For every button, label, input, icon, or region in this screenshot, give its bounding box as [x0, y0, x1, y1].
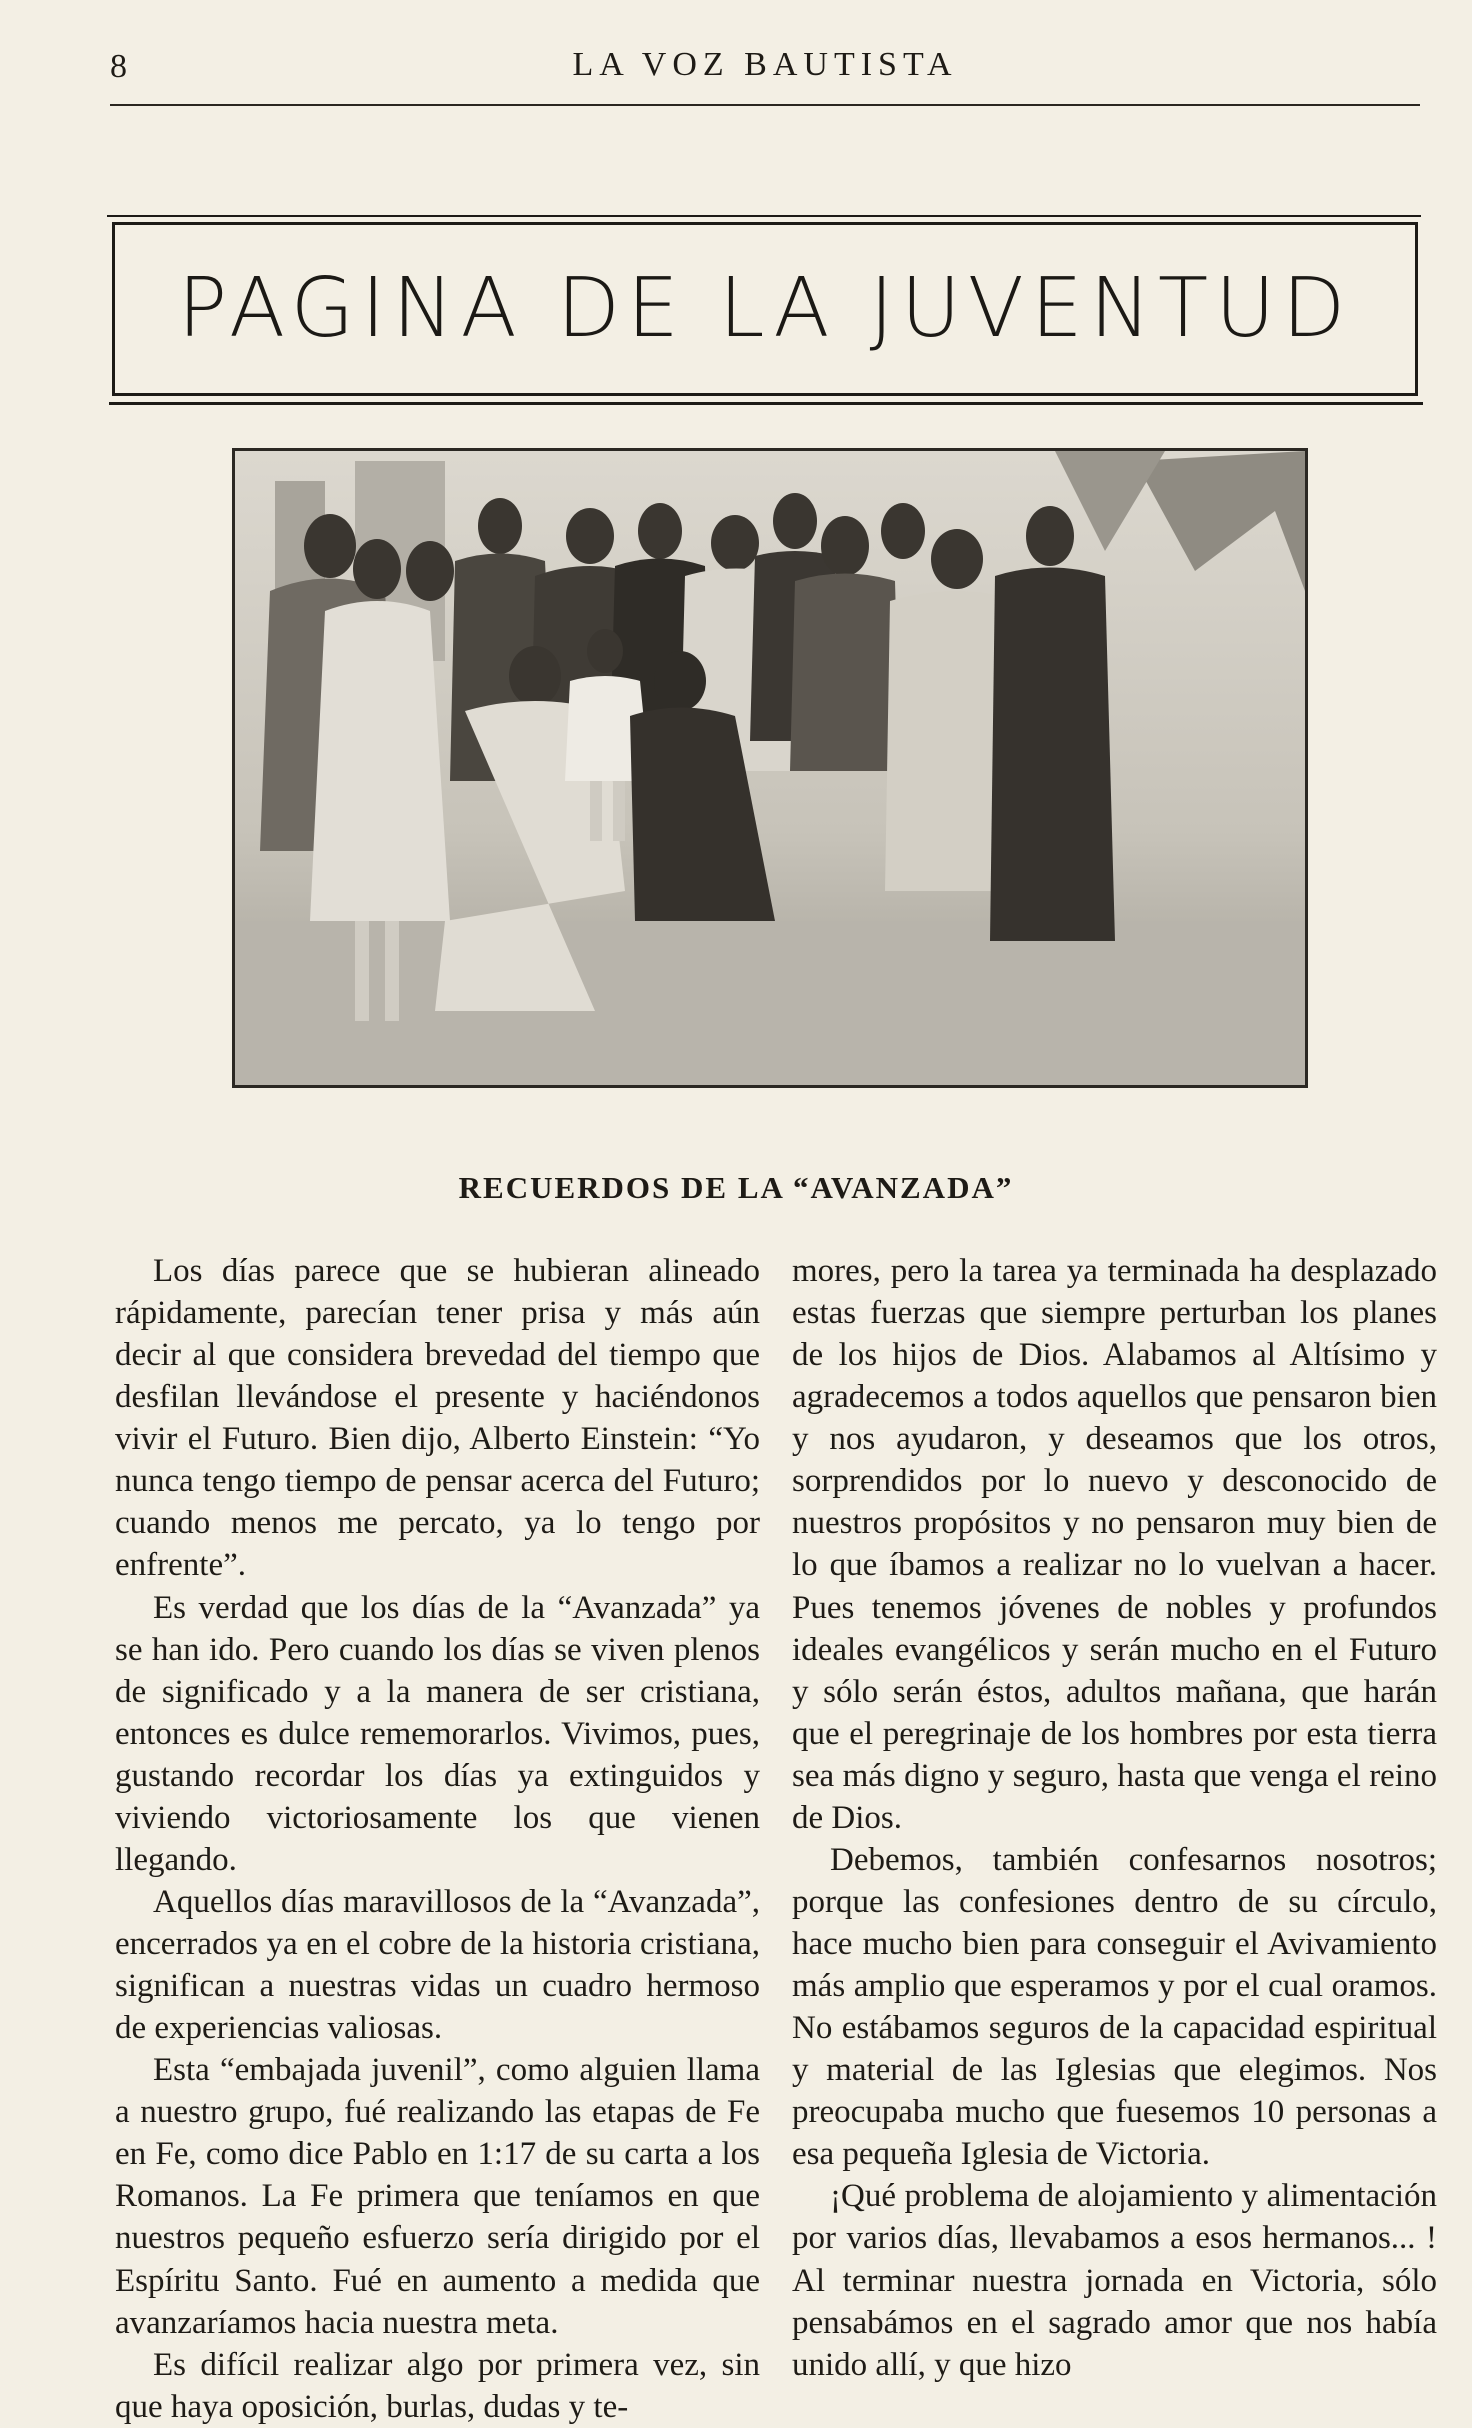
paragraph: Esta “embajada juvenil”, como alguien llama a nuestro grupo, fué realizando las etapas de Fe en Fe, como dice Pablo en 1:17 de su carta a los Romanos. La Fe primera que teníamos en que nuestros pequeño esfuerzo sería dirigido por el Espíritu Santo. Fué en aumento a medida que avanzaríamos hacia nuestra meta. — [115, 2052, 760, 2341]
article-column-left — [115, 1250, 760, 2425]
article-column-right — [792, 1250, 1437, 2383]
page-number: 8 — [110, 48, 127, 85]
paragraph: ¡Qué problema de alojamiento y alimentación por varios días, llevabamos a esos hermanos... ! Al terminar nuestra jornada en Victoria, sólo pensabámos en el sagrado amor que nos había unido allí, y que hizo — [792, 2178, 1437, 2383]
journal-name: LA VOZ BAUTISTA — [572, 46, 958, 83]
paragraph: mores, pero la tarea ya terminada ha desplazado estas fuerzas que siempre perturban los planes de los hijos de Dios. Alabamos al Altísimo y agradecemos a todos aquellos que pensaron bien y nos ayudaron, y deseamos que los otros, sorprendidos por lo nuevo y desconocido de nuestros propósitos y no pensaron muy bien de lo que íbamos a realizar no lo vuelvan a hacer. Pues tenemos jóvenes de nobles y profundos ideales evangélicos y serán mucho en el Futuro y sólo serán éstos, adultos mañana, que harán que el peregrinaje de los hombres por esta tierra sea más digno y seguro, hasta que venga el reino de Dios. — [792, 1253, 1437, 1836]
paragraph: Es difícil realizar algo por primera vez, sin que haya oposición, burlas, dudas y te- — [115, 2346, 760, 2425]
section-banner — [112, 222, 1418, 396]
running-header — [110, 40, 1420, 100]
group-photo-drawing — [235, 451, 1305, 1085]
section-title: PAGINA DE LA JUVENTUD — [177, 261, 1353, 356]
group-photo — [232, 448, 1308, 1088]
paragraph: Debemos, también confesarnos nosotros; porque las confesiones dentro de su círculo, hace mucho bien para conseguir el Avivamiento más amplio que esperamos y por el cual oramos. No estábamos seguros de la capacidad espiritual y material de las Iglesias que elegimos. Nos preocupaba mucho que fuesemos 10 personas a esa pequeña Iglesia de Victoria. — [792, 1841, 1437, 2173]
paragraph: Es verdad que los días de la “Avanzada” ya se han ido. Pero cuando los días se viven plenos de significado y a la manera de ser cristiana, entonces es dulce rememorarlos. Vivimos, pues, gustando recordar los días ya extinguidos y viviendo victoriosamente los que vienen llegando. — [115, 1589, 760, 1878]
article-heading: RECUERDOS DE LA “AVANZADA” — [458, 1170, 1014, 1205]
header-rule — [110, 104, 1420, 106]
paragraph: Aquellos días maravillosos de la “Avanzada”, encerrados ya en el cobre de la historia cristiana, significan a nuestras vidas un cuadro hermoso de experiencias valiosas. — [115, 1883, 760, 2047]
paragraph: Los días parece que se hubieran alineado rápidamente, parecían tener prisa y más aún decir al que considera brevedad del tiempo que desfilan llevándose el presente y haciéndonos vivir el Futuro. Bien dijo, Alberto Einstein: “Yo nunca tengo tiempo de pensar acerca del Futuro; cuando menos me percato, ya lo tengo por enfrente”. — [115, 1253, 760, 1584]
